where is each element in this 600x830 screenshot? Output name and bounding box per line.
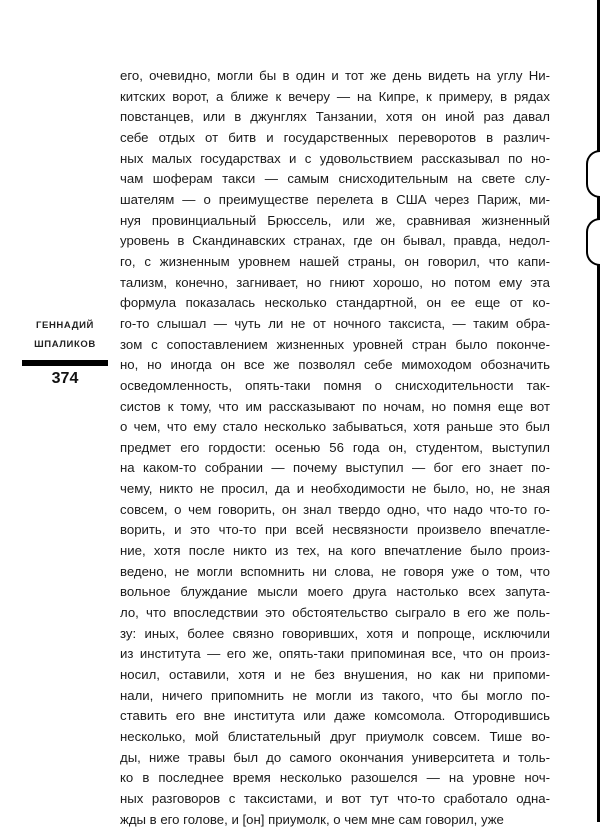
text-line: ставить его вне института или даже комсомола. Отгородившись [120,708,550,724]
text-line: ных малых государствах и с удовольствием рассказывал по но- [120,150,550,166]
text-line: го, с жизненным уровнем нашей страны, он говорил, что капи- [120,253,550,269]
text-line: чам шоферам такси — самым снисходительным на свете слу- [120,171,550,187]
text-line: ведено, не могли вспомнить ни слова, не говоря уже о том, что [120,563,550,579]
text-line: носил, оставили, хотя и не без внушения, но как ни припоми- [120,667,550,683]
text-line: тализм, конечно, загнивает, но гниют хорошо, но потом ему эта [120,274,550,290]
text-line: нуя провинциальный Брюссель, или же, сравнивая жизненный [120,212,550,228]
index-tab-lower [586,218,600,266]
text-line: вольное блуждание мысли моего друга настолько всех запута- [120,584,550,600]
text-line: предмет его гордости: осенью 56 года он, студентом, выступил [120,439,550,455]
text-line: осведомленность, опять-таки помня о снисходительности так- [120,377,550,393]
text-line: ние, хотя после никто из тех, на кого впечатление было произ- [120,543,550,559]
text-line: шателям — о преимуществе перелета в США через Париж, ми- [120,191,550,207]
text-line: ло, что впоследствии это обстоятельство сыграло в его же поль- [120,605,550,621]
text-line: несколько, мой блистательный друг приумолк совсем. Тише во- [120,729,550,744]
text-line: ных разговоров с таксистами, и вот тут что-то сработало одна- [120,790,550,806]
author-name-line1: ГЕННАДИЙ [36,320,94,331]
page-number: 374 [51,370,79,387]
text-line: ворить, и это что-то при всей несвязности произвело впечатле- [120,522,550,538]
text-line: зом с сопоставлением жизненных уровней стран было поконче- [120,336,550,352]
text-line: повстанцев, или в джунглях Танзании, хотя он иной раз давал [120,109,550,125]
text-line: жды в его голове, и [он] приумолк, о чем мне сам говорил, уже [120,811,504,827]
index-tab-upper [586,150,600,198]
text-line: ды, ниже травы был до самого окончания университета и толь- [120,749,550,765]
text-line: китских ворот, а ближе к вечеру — на Кипре, к примеру, в рядах [120,88,550,104]
text-line: о чем, что ему стало несколько забываться, хотя раньше это был [120,419,550,435]
text-line: себе отдых от битв и государственных переворотов в различ- [120,129,550,145]
text-line: на каком-то собрании — почему выступил — бог его знает по- [120,460,550,476]
text-line: его, очевидно, могли бы в один и тот же день видеть на углу Ни- [120,68,550,83]
header-rule [22,360,108,366]
text-line: из института — его же, опять-таки припоминая все, что он произ- [120,646,550,662]
text-line: систов к тому, что им рассказывают по ночам, но помня еще вот [120,398,550,414]
text-line: совсем, о чем говорить, он знал твердо одно, что надо что-то го- [120,501,550,517]
text-line: но, но иногда он все же позволял себе мимоходом обозначить [120,357,550,373]
text-line: формула показалась несколько стандартной, он ее еще от ко- [120,295,550,311]
text-line: уровень в Скандинавских странах, где он бывал, правда, недол- [120,233,550,249]
text-line: чему, никто не просил, да и необходимости не было, но, не зная [120,481,550,497]
body-text [120,66,550,830]
text-line: зу: иных, более связно говоривших, хотя и попроще, исключили [120,625,550,641]
running-head [22,316,108,388]
text-line: го-то слышал — чуть ли не от ночного таксиста, — таким обра- [120,315,550,331]
author-name-line2: ШПАЛИКОВ [34,339,96,350]
text-line: ко в последнее время несколько разошелся — на уровне ноч- [120,770,550,786]
text-line: нали, ничего припомнить не могли из такого, что бы могло по- [120,687,550,703]
